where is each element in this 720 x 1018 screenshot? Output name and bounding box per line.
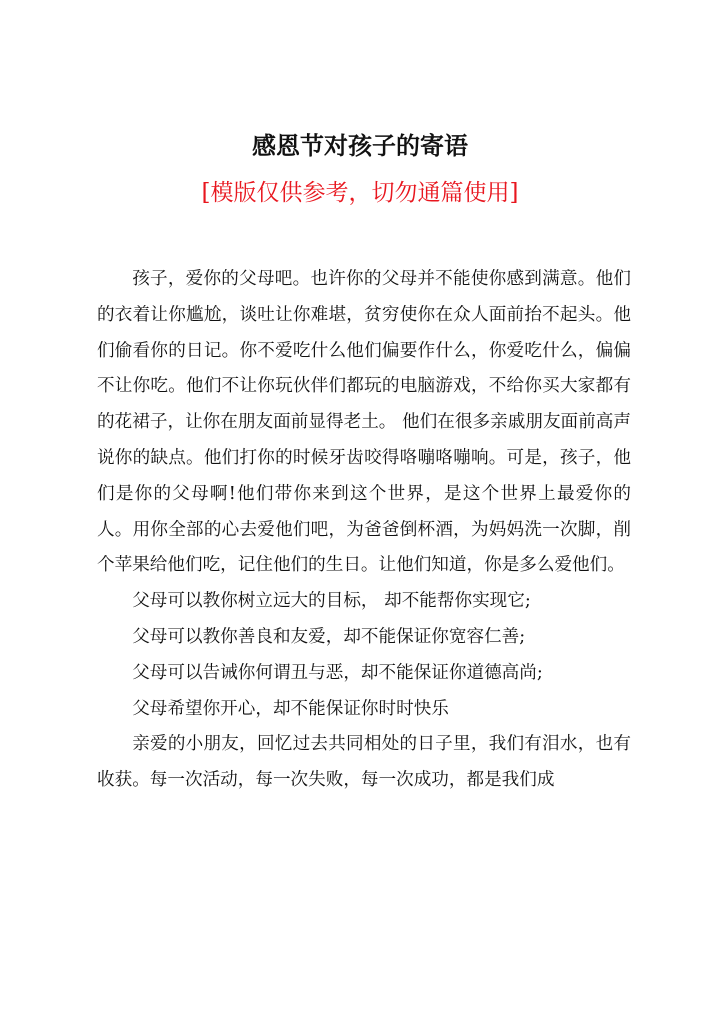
- paragraph-closing: 亲爱的小朋友，回忆过去共同相处的日子里，我们有泪水，也有收获。每一次活动，每一次失败，每一次成功，都是我们成: [97, 734, 631, 791]
- template-notice: [模版仅供参考，切勿通篇使用]: [201, 180, 519, 206]
- paragraph-intro: 孩子，爱你的父母吧。也许你的父母并不能使你感到满意。他们的衣着让你尴尬，谈吐让你难堪，贫穷使你在众人面前抬不起头。他们偷看你的日记。你不爱吃什么他们偏要作什么，你爱吃什么，偏偏不让你吃。他们不让你玩伙伴们都玩的电脑游戏，不给你买大家都有的花裙子，让你在朋友面前显得老土。 他们在很多亲戚朋友面前高声说你的缺点。他们打你的时候牙齿咬得咯嘣咯嘣响。可是，孩子，他们是你的父母啊!他们带你来到这个世界，是这个世界上最爱你的人。用你全部的心去爱他们吧，为爸爸倒杯酒，为妈妈洗一次脚，削个苹果给他们吃，记住他们的生日。让他们知道，你是多么爱他们。: [97, 269, 631, 576]
- paragraph-morality: 父母可以告诫你何谓丑与恶，却不能保证你道德高尚;: [132, 662, 543, 683]
- page-title: 感恩节对孩子的寄语: [252, 131, 468, 160]
- paragraph-kindness: 父母可以教你善良和友爱，却不能保证你宽容仁善;: [132, 626, 526, 647]
- paragraph-goal: 父母可以教你树立远大的目标， 却不能帮你实现它;: [132, 591, 531, 612]
- paragraph-happiness: 父母希望你开心，却不能保证你时时快乐: [132, 698, 449, 719]
- document-body: [97, 262, 631, 799]
